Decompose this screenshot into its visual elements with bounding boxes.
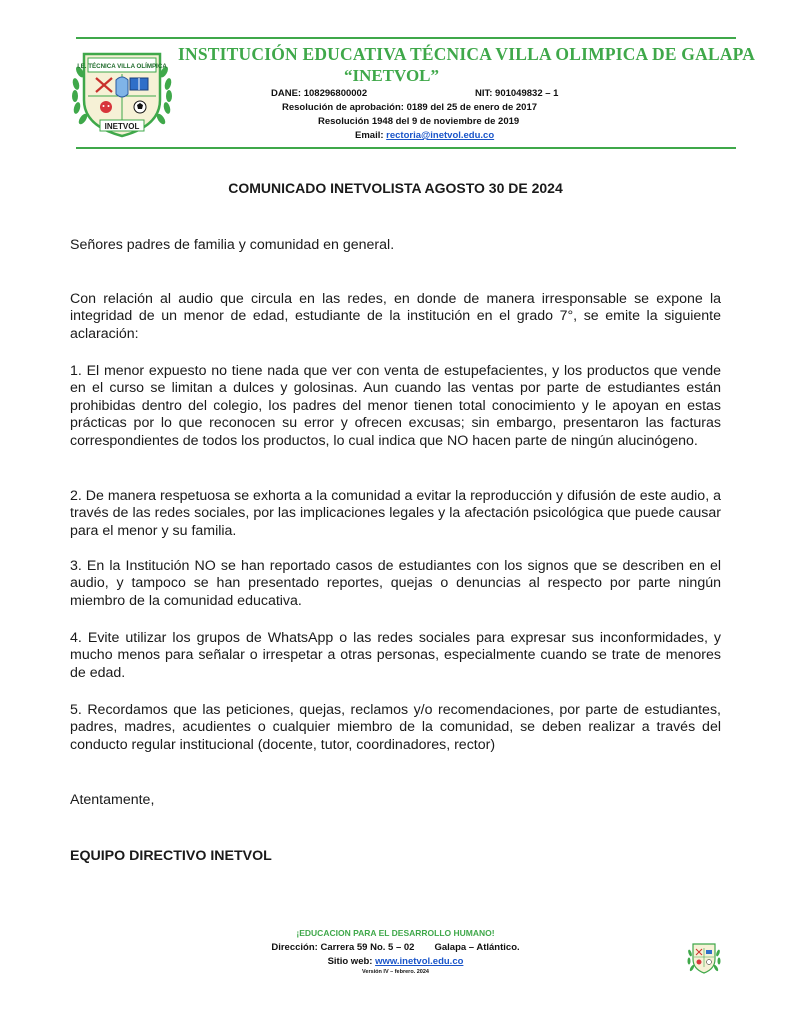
point-2: 2. De manera respetuosa se exhorta a la comunidad a evitar la reproducción y difusión de este audio, a través de las redes sociales, por las implicaciones legales y la afectación psicológica que puede causar para el menor y su familia.	[70, 488, 721, 539]
institution-name: INSTITUCIÓN EDUCATIVA TÉCNICA VILLA OLIMPICA DE GALAPA	[178, 44, 756, 64]
document-title: COMUNICADO INETVOLISTA AGOSTO 30 DE 2024	[228, 180, 563, 196]
header-bottom-rule	[76, 147, 736, 149]
point-4: 4. Evite utilizar los grupos de WhatsApp o las redes sociales para expresar sus inconformidades, y mucho menos para señalar o irrespetar a otras personas, especialmente cuando se trate de menores de edad.	[70, 630, 721, 681]
point-1: 1. El menor expuesto no tiene nada que ver con venta de estupefacientes, y los productos que vende en el curso se limitan a dulces y golosinas. Aun cuando las ventas por parte de estudiantes están prohibidas dentro del colegio, los padres del menor tienen total conocimiento y le apoyan en estas prácticas por lo que reconocen su error y ofrecen excusas; sin embargo, presentaron las facturas correspondientes de todos los productos, lo cual indica que NO hacen parte de ningún alucinógeno.	[70, 363, 721, 449]
footer-slogan: ¡EDUCACION PARA EL DESARROLLO HUMANO!	[296, 928, 495, 938]
intro-paragraph: Con relación al audio que circula en las redes, en donde de manera irresponsable se expone la integridad de un menor de edad, estudiante de la institución en el grado 7°, se emite la siguiente aclaración:	[70, 291, 721, 342]
closing: Atentamente,	[70, 792, 155, 808]
point-5: 5. Recordamos que las peticiones, quejas, reclamos y/o recomendaciones, por parte de estudiantes, padres, madres, acudientes o cualquier miembro de la comunidad, se deben realizar a través del conducto regular institucional (docente, tutor, coordinadores, rector)	[70, 702, 721, 753]
header-top-rule	[76, 37, 736, 39]
email-label: Email:	[355, 130, 387, 141]
email-link[interactable]: rectoria@inetvol.edu.co	[386, 130, 495, 141]
crest-arc-text: I.E. TÉCNICA VILLA OLÍMPICA	[77, 63, 167, 70]
footer-address-text: Dirección: Carrera 59 No. 5 – 02	[271, 942, 415, 953]
footer-version: Versión IV – febrero. 2024	[362, 969, 429, 975]
resolution-2019: Resolución 1948 del 9 de noviembre de 2019	[318, 116, 520, 127]
crest-name: INETVOL	[104, 122, 140, 131]
web-label: Sitio web:	[327, 956, 376, 967]
footer-city: Galapa – Atlántico.	[434, 942, 520, 953]
institution-short-name: “INETVOL”	[343, 66, 440, 85]
school-crest-small-icon	[686, 939, 722, 975]
footer-address	[0, 942, 791, 953]
web-link[interactable]: www.inetvol.edu.co	[375, 956, 464, 967]
approval-resolution: Resolución de aprobación: 0189 del 25 de enero de 2017	[282, 102, 538, 113]
signature: EQUIPO DIRECTIVO INETVOL	[70, 848, 272, 864]
salutation: Señores padres de familia y comunidad en general.	[70, 237, 395, 253]
school-crest-icon	[66, 44, 178, 140]
dane-code: DANE: 108296800002	[271, 88, 368, 99]
footer-web	[0, 956, 791, 967]
nit-number: NIT: 901049832 – 1	[475, 88, 559, 99]
header-email	[355, 130, 494, 141]
point-3: 3. En la Institución NO se han reportado casos de estudiantes con los signos que se describen en el audio, y tampoco se han presentado reportes, quejas o denuncias al respecto por parte ningún miembro de la comunidad educativa.	[70, 558, 721, 609]
